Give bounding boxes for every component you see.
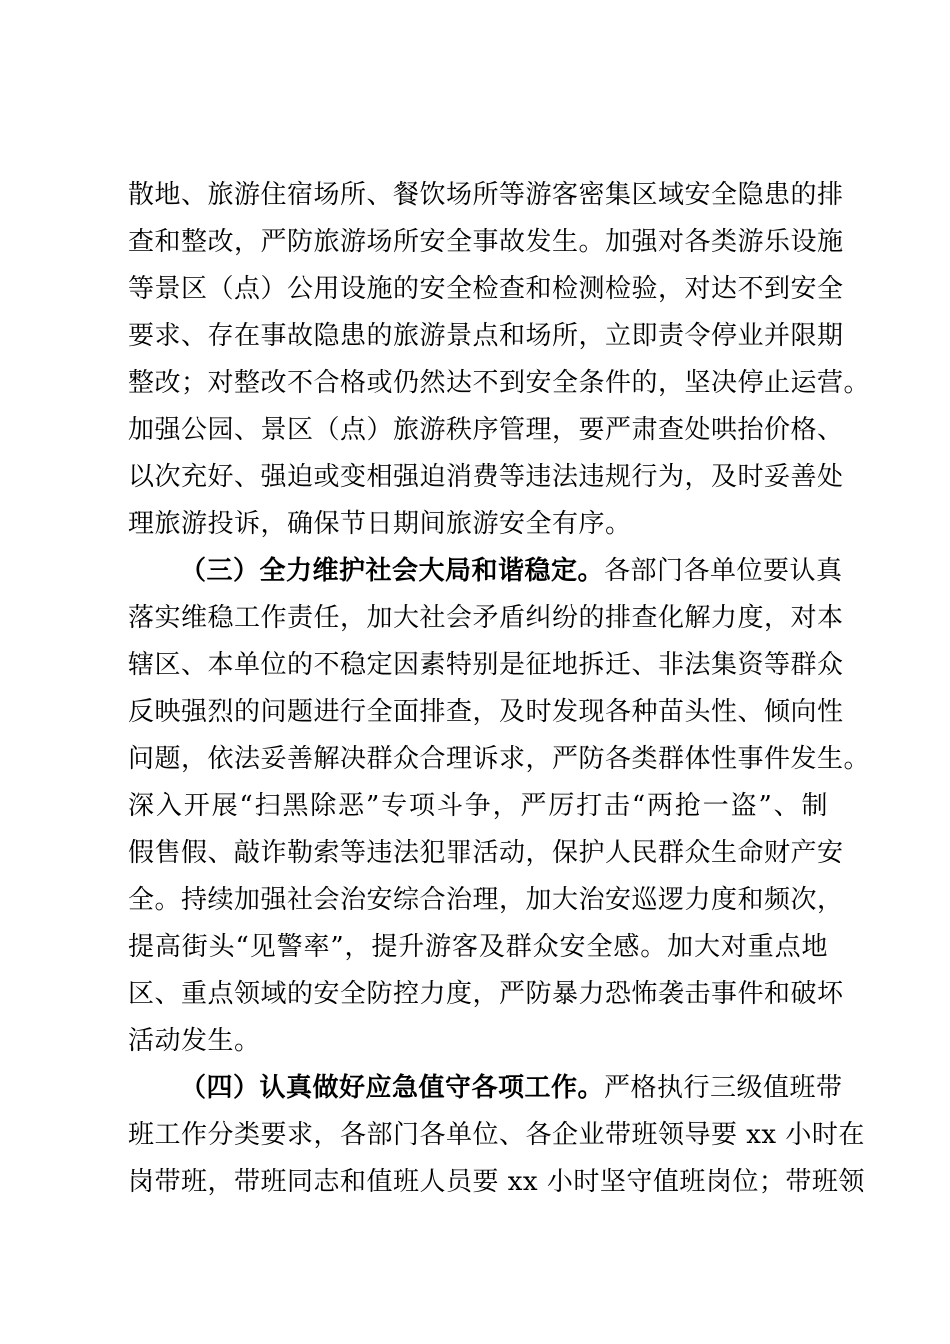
- text-line: 深入开展“扫黑除恶”专项斗争，严厉打击“两抢一盗”、制: [128, 791, 828, 821]
- text-line: 活动发生。: [128, 1026, 261, 1056]
- section-heading-3: （三）全力维护社会大局和谐稳定。: [180, 556, 605, 586]
- text-line: 加强公园、景区（点）旅游秩序管理，要严肃查处哄抬价格、: [128, 415, 844, 445]
- text-line: [128, 1065, 843, 1112]
- text-line: 以次充好、强迫或变相强迫消费等违法违规行为，及时妥善处: [128, 462, 844, 492]
- text-line: 散地、旅游住宿场所、餐饮场所等游客密集区域安全隐患的排: [128, 180, 844, 210]
- paragraph-tourism-safety: [128, 172, 871, 548]
- text-line: 提高街头“见警率”，提升游客及群众安全感。加大对重点地: [128, 932, 828, 962]
- text-line: 班工作分类要求，各部门各单位、各企业带班领导要 xx 小时在: [128, 1120, 865, 1150]
- text-run: 严格执行三级值班带: [604, 1073, 843, 1103]
- text-line: 理旅游投诉，确保节日期间旅游安全有序。: [128, 509, 632, 539]
- paragraph-social-stability: [128, 548, 871, 1065]
- paragraph-emergency-duty: [128, 1065, 865, 1206]
- section-heading-4: （四）认真做好应急值守各项工作。: [180, 1073, 605, 1103]
- text-line: 辖区、本单位的不稳定因素特别是征地拆迁、非法集资等群众: [128, 650, 844, 680]
- text-line: 岗带班，带班同志和值班人员要 xx 小时坚守值班岗位；带班领: [128, 1167, 865, 1197]
- text-line: 全。持续加强社会治安综合治理，加大治安巡逻力度和频次，: [128, 885, 844, 915]
- text-line: 落实维稳工作责任，加大社会矛盾纠纷的排查化解力度，对本: [128, 603, 844, 633]
- text-line: 区、重点领域的安全防控力度，严防暴力恐怖袭击事件和破坏: [128, 979, 844, 1009]
- text-line: [128, 548, 843, 595]
- text-run: 各部门各单位要认真: [604, 556, 843, 586]
- text-line: 整改；对整改不合格或仍然达不到安全条件的，坚决停止运营。: [128, 368, 871, 398]
- text-line: 假售假、敲诈勒索等违法犯罪活动，保护人民群众生命财产安: [128, 838, 844, 868]
- text-line: 要求、存在事故隐患的旅游景点和场所，立即责令停业并限期: [128, 321, 844, 351]
- text-line: 等景区（点）公用设施的安全检查和检测检验，对达不到安全: [128, 274, 844, 304]
- document-body: [128, 172, 871, 1206]
- text-line: 查和整改，严防旅游场所安全事故发生。加强对各类游乐设施: [128, 227, 844, 257]
- text-line: 问题，依法妥善解决群众合理诉求，严防各类群体性事件发生。: [128, 744, 871, 774]
- text-line: 反映强烈的问题进行全面排查，及时发现各种苗头性、倾向性: [128, 697, 844, 727]
